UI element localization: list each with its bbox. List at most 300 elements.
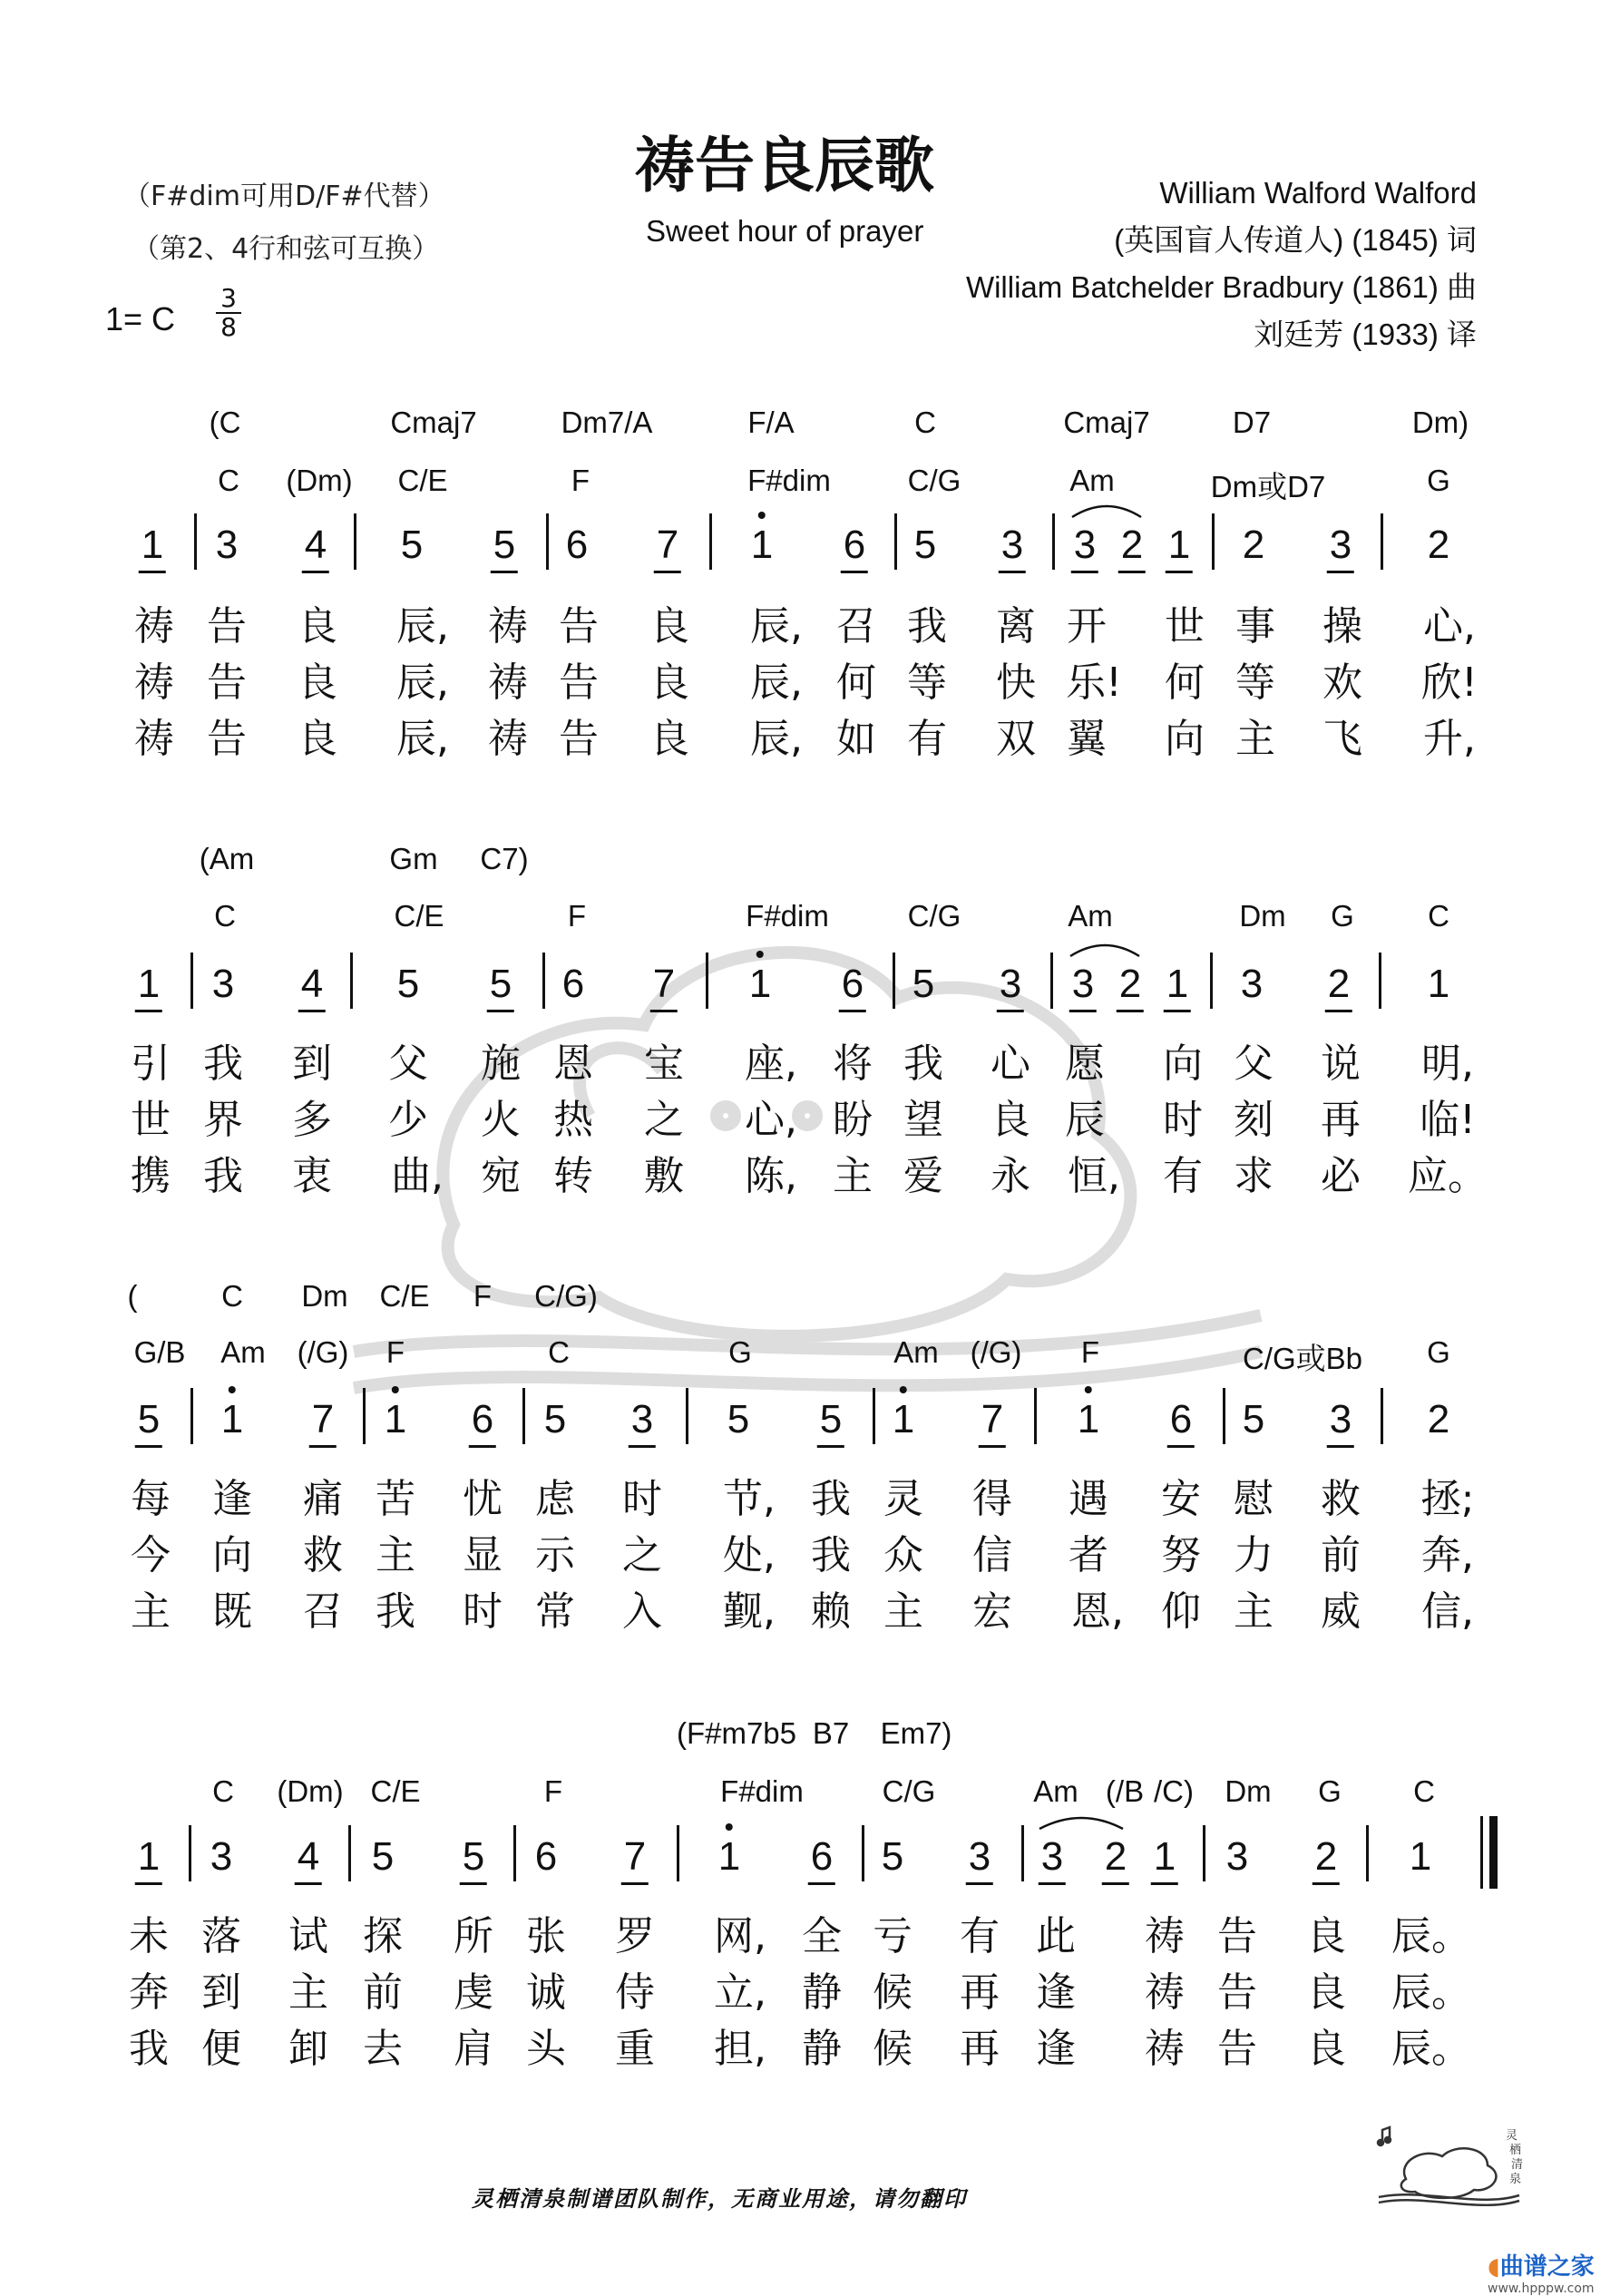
note: 5 — [912, 962, 935, 1006]
lyric: 我 — [376, 1588, 415, 1635]
note: 7 — [979, 1397, 1006, 1448]
barline — [706, 953, 708, 1009]
note: 5 — [400, 523, 424, 567]
alt-chord: (C — [209, 405, 241, 439]
lyric: 示 — [535, 1532, 575, 1578]
lyric: 等 — [1235, 659, 1275, 706]
lyric: 心, — [1423, 603, 1476, 650]
lyric: 多 — [292, 1097, 332, 1143]
chord: Am — [220, 1335, 266, 1369]
chord: Dm — [1239, 899, 1286, 933]
lyric: 良 — [1306, 1969, 1346, 2016]
lyric: 前 — [363, 1969, 403, 2016]
barline — [1381, 1388, 1383, 1444]
lyric: 良 — [298, 603, 337, 650]
lyric: 时 — [463, 1588, 503, 1635]
lyric: 说 — [1321, 1041, 1361, 1087]
lyric: 有 — [960, 1913, 1000, 1959]
lyric: 辰, — [396, 603, 449, 650]
lyric: 盼 — [833, 1097, 873, 1143]
lyric: 卸 — [288, 2026, 328, 2072]
lyric: 告 — [207, 716, 247, 762]
lyric: 罗 — [615, 1913, 655, 1959]
lyric: 我 — [907, 603, 947, 650]
lyric: 告 — [559, 716, 599, 762]
alt-chord: Dm) — [1411, 405, 1469, 439]
lyric: 威 — [1321, 1588, 1361, 1635]
barline — [862, 1825, 864, 1881]
lyric: 到 — [292, 1041, 332, 1087]
time-signature — [210, 285, 247, 341]
chord: C/E — [370, 1774, 421, 1808]
lyric: 忧 — [463, 1476, 503, 1522]
note: 1 — [139, 523, 166, 573]
lyric: 安 — [1161, 1476, 1201, 1522]
lyric: 主 — [376, 1532, 415, 1578]
chord-note-2: （第2、4行和弦可互换） — [132, 233, 440, 265]
note: 5 — [487, 962, 514, 1012]
svg-text:泉: 泉 — [1509, 2173, 1522, 2186]
lyric: 敷 — [644, 1153, 684, 1199]
lyric: 恩, — [1071, 1588, 1124, 1635]
note: 6 — [561, 962, 585, 1006]
lyric: 得 — [972, 1476, 1012, 1522]
chord: C/G — [907, 464, 961, 497]
lyric: 良 — [1306, 2026, 1346, 2072]
lyric: 良 — [298, 716, 337, 762]
lyric: 祷 — [488, 716, 528, 762]
lyric: 众 — [883, 1532, 923, 1578]
note: 2 — [1242, 523, 1265, 567]
barline — [348, 1825, 351, 1881]
lyric: 向 — [1165, 716, 1205, 762]
note: 4 — [302, 523, 329, 573]
lyricist-info: (英国盲人传道人) (1845) 词 — [1114, 223, 1477, 257]
lyric: 祷 — [134, 659, 174, 706]
lyric: 去 — [363, 2026, 403, 2072]
barline — [1203, 1825, 1205, 1881]
note: 5 — [371, 1834, 395, 1879]
lyric: 良 — [649, 716, 689, 762]
barline — [677, 1825, 679, 1881]
chord: F — [571, 464, 590, 497]
lyric: 向 — [212, 1532, 252, 1578]
chord: F — [543, 1774, 563, 1808]
chord-note-1: （F#dim可用D/F#代替） — [123, 181, 445, 212]
barline — [1052, 513, 1055, 570]
lyric: 曲, — [391, 1153, 444, 1199]
chord: (Dm) — [286, 464, 353, 497]
barline — [522, 1388, 525, 1444]
lyric: 翼 — [1067, 716, 1107, 762]
barline — [1050, 953, 1053, 1009]
site-watermark — [1488, 2248, 1595, 2296]
chord: C/G — [882, 1774, 936, 1808]
barline — [354, 513, 356, 570]
lyric: 到 — [201, 1969, 241, 2016]
lyric: 再 — [960, 2026, 1000, 2072]
note: 3 — [999, 523, 1026, 573]
barline — [1212, 513, 1215, 570]
lyric: 升, — [1423, 716, 1476, 762]
lyric: 遇 — [1069, 1476, 1108, 1522]
lyric: 静 — [802, 1969, 842, 2016]
lyric: 慰 — [1234, 1476, 1274, 1522]
chord: C — [1413, 1774, 1435, 1808]
note: 1 — [1151, 1834, 1178, 1885]
lyric: 世 — [1165, 603, 1205, 650]
lyric: 诚 — [526, 1969, 566, 2016]
barline — [194, 513, 197, 570]
lyric: 奔 — [129, 1969, 169, 2016]
alt-chord: D7 — [1232, 405, 1272, 439]
chord: G — [1427, 464, 1450, 497]
note: 3 — [1225, 1834, 1249, 1879]
note: 5 — [727, 1397, 750, 1441]
lyric: 我 — [811, 1532, 851, 1578]
chord: (/B — [1105, 1774, 1145, 1808]
alt-chord: Cmaj7 — [390, 405, 477, 439]
chord: (/G) — [970, 1335, 1022, 1369]
site-logo-icon: ◖ — [1488, 2253, 1500, 2281]
lyric: 未 — [129, 1913, 169, 1959]
high-octave-dot — [726, 1823, 733, 1831]
lyric: 处, — [723, 1532, 776, 1578]
barline — [1379, 953, 1381, 1009]
lyric: 我 — [203, 1153, 243, 1199]
chord: Am — [1069, 464, 1115, 497]
note: 5 — [396, 962, 420, 1006]
lyric: 父 — [388, 1041, 428, 1087]
barline — [190, 1388, 193, 1444]
lyric: 恒, — [1068, 1153, 1120, 1199]
note: 2 — [1102, 1834, 1129, 1885]
chord: F#dim — [747, 464, 831, 497]
alt-chord: Em7) — [880, 1716, 952, 1750]
lyric: 主 — [1235, 716, 1275, 762]
lyric: 应。 — [1408, 1153, 1488, 1199]
lyric: 此 — [1036, 1913, 1076, 1959]
chord: C — [1428, 899, 1449, 933]
lyric: 仰 — [1161, 1588, 1201, 1635]
barline — [363, 1388, 366, 1444]
time-signature-bottom: 8 — [220, 312, 237, 342]
note: 3 — [1071, 523, 1098, 573]
chord: G — [728, 1335, 752, 1369]
lyric: 告 — [559, 659, 599, 706]
final-barline-thin — [1480, 1816, 1483, 1889]
chord: F — [385, 1335, 405, 1369]
note: 3 — [629, 1397, 656, 1448]
note: 3 — [1240, 962, 1264, 1006]
lyric: 告 — [559, 603, 599, 650]
note: 5 — [817, 1397, 844, 1448]
lyric: 再 — [960, 1969, 1000, 2016]
lyric: 飞 — [1322, 716, 1362, 762]
lyric: 永 — [991, 1153, 1030, 1199]
note: 1 — [749, 962, 771, 1007]
alt-chord: Cmaj7 — [1063, 405, 1150, 439]
note: 1 — [751, 523, 773, 568]
lyric: 辰, — [750, 659, 803, 706]
lyric: 辰。 — [1391, 1913, 1471, 1959]
chord: C — [214, 899, 236, 933]
chord: C — [212, 1774, 234, 1808]
lyric: 宏 — [972, 1588, 1012, 1635]
high-octave-dot — [758, 512, 766, 519]
note: 5 — [135, 1397, 162, 1448]
barline — [190, 953, 193, 1009]
lyric: 如 — [836, 716, 876, 762]
lyric: 网, — [714, 1913, 766, 1959]
lyric: 告 — [207, 659, 247, 706]
lyric: 良 — [1306, 1913, 1346, 1959]
lyric: 我 — [811, 1476, 851, 1522]
note: 5 — [913, 523, 937, 567]
lyric: 辰, — [396, 659, 449, 706]
lyric: 乐! — [1066, 659, 1122, 706]
note: 2 — [1117, 962, 1144, 1012]
footer-credit: 灵栖清泉制谱团队制作，无商业用途，请勿翻印 — [472, 2185, 967, 2212]
note: 1 — [385, 1397, 406, 1442]
chord: (Dm) — [277, 1774, 344, 1808]
lyric: 座, — [745, 1041, 797, 1087]
chord: C/G — [907, 899, 961, 933]
lyric: 之 — [644, 1097, 684, 1143]
note: 2 — [1118, 523, 1146, 573]
lyric: 良 — [649, 659, 689, 706]
lyric: 良 — [649, 603, 689, 650]
chord: C/E — [397, 464, 448, 497]
lyric: 事 — [1235, 603, 1275, 650]
lyric: 辰。 — [1391, 2026, 1471, 2072]
barline — [1021, 1825, 1024, 1881]
note: 1 — [718, 1834, 740, 1880]
lyric: 显 — [463, 1532, 503, 1578]
barline — [1223, 1388, 1225, 1444]
lyric: 施 — [481, 1041, 521, 1087]
note: 6 — [469, 1397, 496, 1448]
lyric: 头 — [526, 2026, 566, 2072]
barline — [1034, 1388, 1037, 1444]
lyric: 我 — [129, 2026, 169, 2072]
note: 3 — [1327, 1397, 1354, 1448]
note: 1 — [1427, 962, 1450, 1006]
lyric: 世 — [131, 1097, 171, 1143]
note: 6 — [839, 962, 866, 1012]
lyric: 临! — [1420, 1097, 1476, 1143]
lyric: 求 — [1234, 1153, 1274, 1199]
lyric: 我 — [903, 1041, 943, 1087]
lyric: 今 — [131, 1532, 171, 1578]
lyric: 祷 — [1145, 2026, 1185, 2072]
lyric: 告 — [207, 603, 247, 650]
note: 1 — [221, 1397, 243, 1442]
chord: G — [1331, 899, 1354, 933]
alt-chord: F — [473, 1279, 493, 1313]
site-url: www.hpppw.com — [1488, 2281, 1595, 2296]
alt-chord: (Am — [199, 842, 255, 875]
lyric: 探 — [363, 1913, 403, 1959]
final-barline-thick — [1489, 1816, 1498, 1889]
lyric: 何 — [1165, 659, 1205, 706]
lyric: 主 — [883, 1588, 923, 1635]
alt-chord: Dm — [301, 1279, 348, 1313]
lyric: 心 — [991, 1041, 1030, 1087]
lyric: 信, — [1421, 1588, 1474, 1635]
high-octave-dot — [229, 1386, 236, 1393]
note: 5 — [460, 1834, 487, 1885]
lyric: 恩 — [553, 1041, 593, 1087]
chord: C — [218, 464, 239, 497]
note: 5 — [1242, 1397, 1265, 1441]
lyric: 转 — [553, 1153, 593, 1199]
lyric: 便 — [201, 2026, 241, 2072]
note: 2 — [1313, 1834, 1340, 1885]
lyric: 操 — [1322, 603, 1362, 650]
barline — [350, 953, 353, 1009]
note: 3 — [997, 962, 1024, 1012]
lyric: 辰 — [1065, 1097, 1105, 1143]
note: 7 — [309, 1397, 337, 1448]
note: 2 — [1427, 523, 1450, 567]
barline — [873, 1388, 875, 1444]
alt-chord: C/E — [379, 1279, 430, 1313]
barline — [894, 513, 897, 570]
note: 1 — [1078, 1397, 1099, 1442]
lyric: 常 — [535, 1588, 575, 1635]
lyric: 逢 — [212, 1476, 252, 1522]
lyric: 主 — [131, 1588, 171, 1635]
note: 1 — [1166, 523, 1193, 573]
lyric: 痛 — [303, 1476, 343, 1522]
lyric: 祷 — [1145, 1913, 1185, 1959]
lyric: 热 — [553, 1097, 593, 1143]
chord: Dm或D7 — [1210, 470, 1326, 503]
lyric: 父 — [1234, 1041, 1274, 1087]
time-signature-top: 3 — [220, 283, 237, 313]
note: 7 — [654, 523, 681, 573]
note: 5 — [491, 523, 518, 573]
lyric: 信 — [972, 1532, 1012, 1578]
note: 3 — [1069, 962, 1097, 1012]
lyric: 落 — [201, 1913, 241, 1959]
slur — [1036, 1811, 1127, 1832]
barline — [1366, 1825, 1369, 1881]
alt-chord: C — [221, 1279, 243, 1313]
lyric: 苦 — [376, 1476, 415, 1522]
note: 6 — [1167, 1397, 1195, 1448]
note: 3 — [210, 1834, 233, 1879]
barline — [686, 1388, 688, 1444]
lyric: 时 — [622, 1476, 662, 1522]
chord: C/G或Bb — [1242, 1342, 1363, 1375]
chord: F — [567, 899, 587, 933]
lyric: 陈, — [745, 1153, 797, 1199]
lyric: 宛 — [481, 1153, 521, 1199]
lyric: 前 — [1321, 1532, 1361, 1578]
lyric: 快 — [996, 659, 1036, 706]
lyric: 欢 — [1322, 659, 1362, 706]
lyric: 拯; — [1420, 1476, 1475, 1522]
chord: G — [1318, 1774, 1342, 1808]
alt-chord: (F#m7b5 — [676, 1716, 797, 1750]
alt-chord: C/G) — [534, 1279, 598, 1313]
lyric: 辰, — [396, 716, 449, 762]
song-subtitle: Sweet hour of prayer — [646, 214, 924, 248]
lyric: 辰, — [750, 603, 803, 650]
note: 1 — [1164, 962, 1191, 1012]
lyric: 有 — [907, 716, 947, 762]
lyric: 召 — [303, 1588, 343, 1635]
lyric: 主 — [1234, 1588, 1274, 1635]
alt-chord: C7) — [480, 842, 529, 875]
lyric: 努 — [1161, 1532, 1201, 1578]
note: 7 — [650, 962, 678, 1012]
lyric: 立, — [714, 1969, 766, 2016]
note: 6 — [841, 523, 868, 573]
lyric: 明, — [1421, 1041, 1474, 1087]
chord: F — [1080, 1335, 1100, 1369]
lyric: 何 — [836, 659, 876, 706]
note: 4 — [298, 962, 326, 1012]
lyric: 虑 — [535, 1476, 575, 1522]
lyric: 良 — [991, 1097, 1030, 1143]
note: 2 — [1325, 962, 1352, 1012]
lyric: 入 — [622, 1588, 662, 1635]
lyric: 有 — [1163, 1153, 1203, 1199]
chord: (/G) — [297, 1335, 349, 1369]
lyric: 祷 — [134, 603, 174, 650]
lyric: 告 — [1217, 1913, 1257, 1959]
lyric: 主 — [833, 1153, 873, 1199]
alt-chord: ( — [127, 1279, 138, 1313]
chord: Dm — [1225, 1774, 1272, 1808]
note: 1 — [1409, 1834, 1432, 1879]
lyric: 我 — [203, 1041, 243, 1087]
lyric: 者 — [1069, 1532, 1108, 1578]
lyric: 既 — [212, 1588, 252, 1635]
lyric: 欣! — [1421, 659, 1478, 706]
lyric: 祷 — [1145, 1969, 1185, 2016]
lyric: 候 — [873, 1969, 912, 2016]
chord: F#dim — [746, 899, 829, 933]
lyric: 每 — [131, 1476, 171, 1522]
chord: Am — [1068, 899, 1113, 933]
lyric: 赖 — [811, 1588, 851, 1635]
translator-info: 刘廷芳 (1933) 译 — [1254, 318, 1477, 351]
lyric: 逢 — [1036, 2026, 1076, 2072]
chord: C — [548, 1335, 570, 1369]
lyric: 告 — [1217, 2026, 1257, 2072]
alt-chord: Dm7/A — [561, 405, 653, 439]
lyric: 引 — [131, 1041, 171, 1087]
barline — [1210, 953, 1213, 1009]
lyric: 界 — [203, 1097, 243, 1143]
lyric: 双 — [996, 716, 1036, 762]
barline — [546, 513, 549, 570]
note: 2 — [1427, 1397, 1450, 1441]
lyric: 之 — [622, 1532, 662, 1578]
lyric: 离 — [996, 603, 1036, 650]
alt-chord: B7 — [812, 1716, 850, 1750]
lyric: 开 — [1067, 603, 1107, 650]
lyric: 虔 — [454, 1969, 493, 2016]
lyric: 救 — [1321, 1476, 1361, 1522]
alt-chord: Gm — [389, 842, 438, 875]
lyric: 救 — [303, 1532, 343, 1578]
lyric: 节, — [723, 1476, 776, 1522]
